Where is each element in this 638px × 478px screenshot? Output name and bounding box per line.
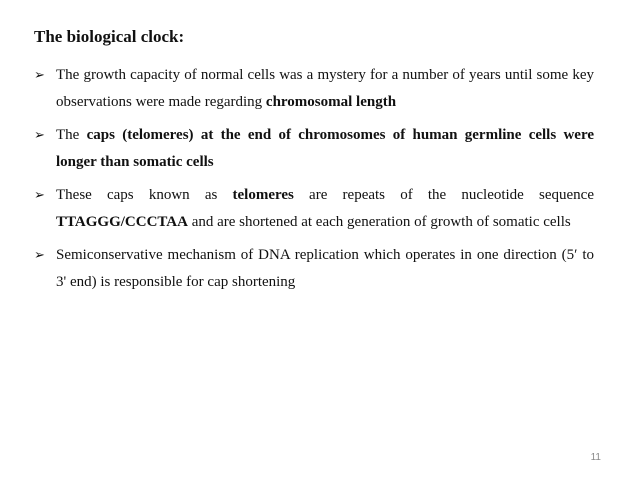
bullet-text-bold: TTAGGG/CCCTAA <box>56 214 188 230</box>
bullet-text: are repeats of the nucleotide sequence <box>293 187 594 203</box>
arrow-bullet-icon: ➢ <box>34 248 45 263</box>
bullet-item <box>34 242 594 296</box>
bullet-item <box>34 62 594 116</box>
bullet-text-bold: caps (telomeres) at the end of chromosomes of human germline cells were longer than somatic cells <box>56 127 594 170</box>
bullet-text-bold: telomeres <box>232 187 294 203</box>
bullet-list <box>34 62 594 302</box>
bullet-text: Semiconservative mechanism of DNA replication which operates in one direction (5′ to 3' end) is responsible for cap shortening <box>56 247 594 290</box>
slide-title: The biological clock: <box>34 27 185 46</box>
bullet-text: The <box>56 127 87 143</box>
bullet-text: and are shortened at each generation of growth of somatic cells <box>187 214 571 230</box>
bullet-text: The growth capacity of normal cells was a mystery for a number of years until some key observations were made regarding <box>56 67 594 110</box>
page-number: 11 <box>590 452 601 463</box>
arrow-bullet-icon: ➢ <box>34 128 45 143</box>
arrow-bullet-icon: ➢ <box>34 188 45 203</box>
bullet-text-bold: chromosomal length <box>265 94 397 110</box>
bullet-text: These caps known as <box>56 187 233 203</box>
bullet-item <box>34 122 594 176</box>
bullet-item <box>34 182 594 236</box>
arrow-bullet-icon: ➢ <box>34 68 45 83</box>
